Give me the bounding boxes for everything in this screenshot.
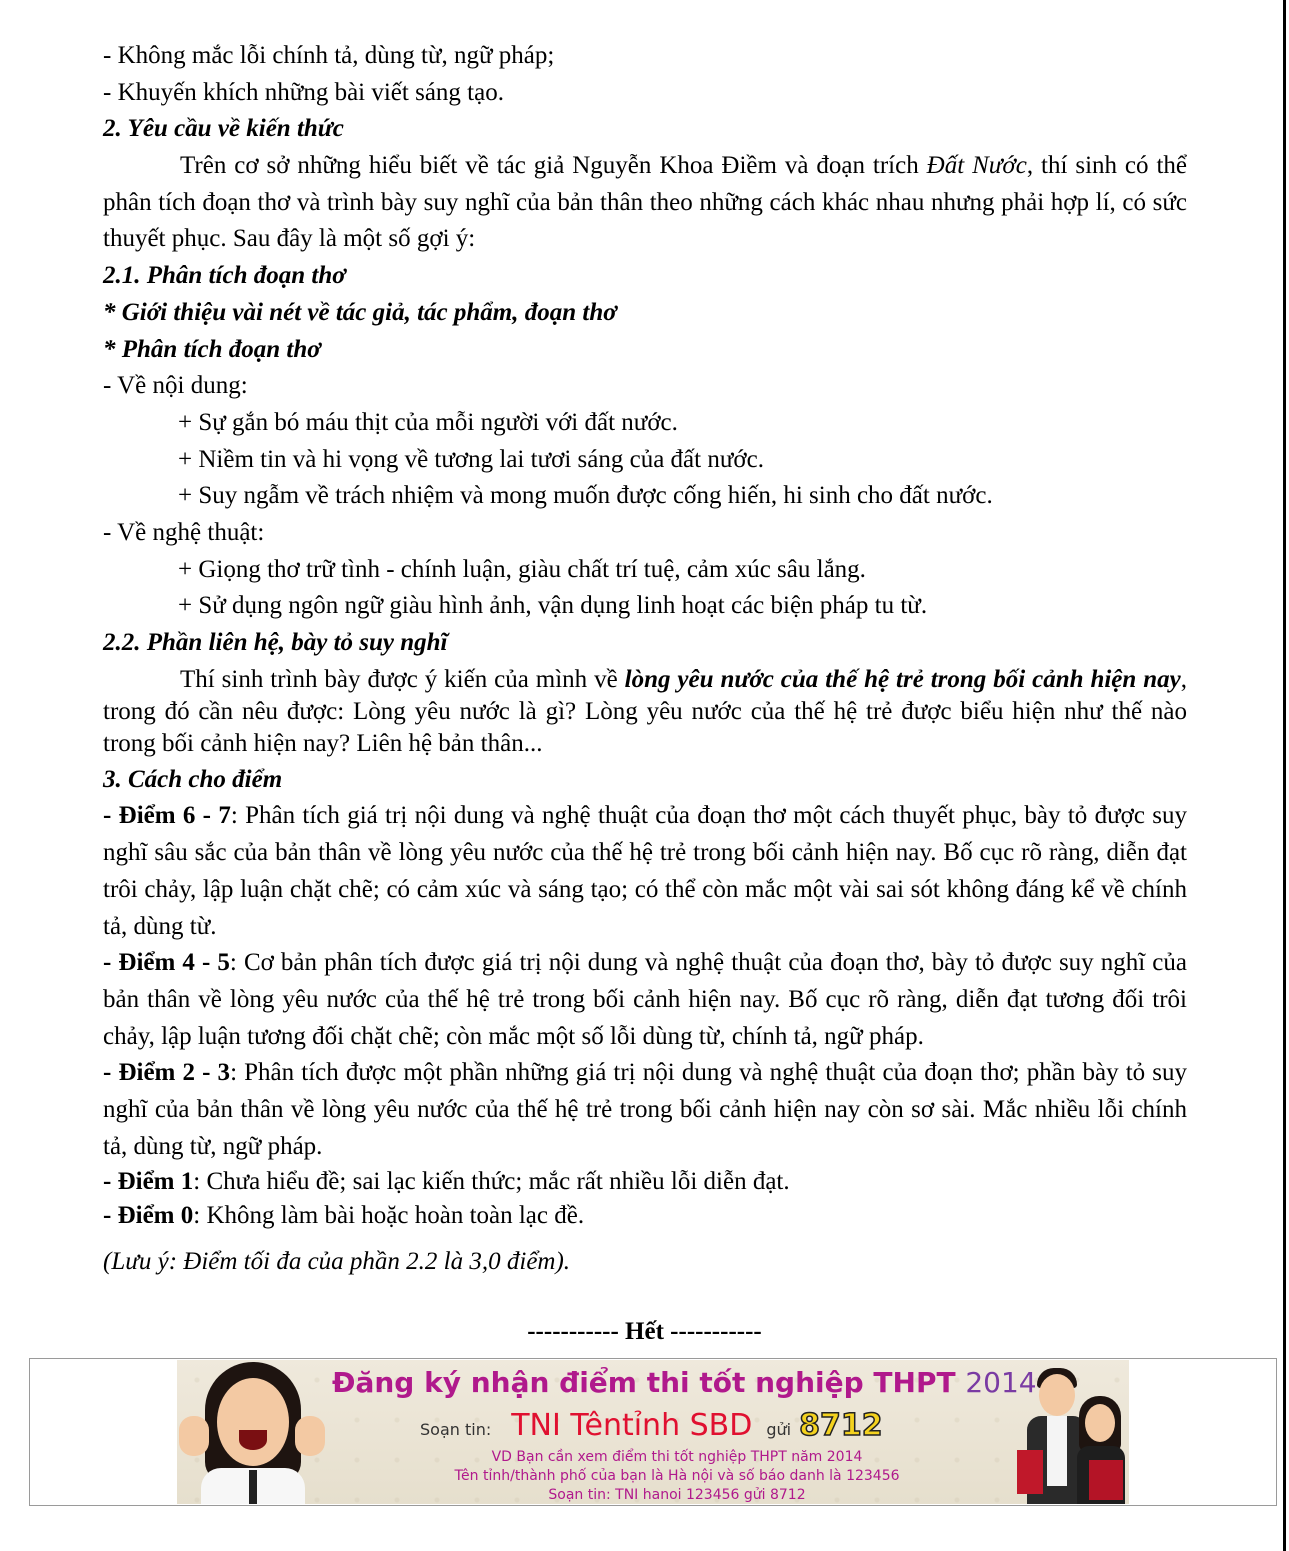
content-item-3: + Suy ngẫm về trách nhiệm và mong muốn được cống hiến, hi sinh cho đất nước. bbox=[178, 482, 993, 510]
criteria-line-1: - Không mắc lỗi chính tả, dùng từ, ngữ pháp; bbox=[103, 42, 555, 69]
note-text: (Lưu ý: Điểm tối đa của phần 2.2 là 3,0 điểm). bbox=[103, 1248, 571, 1276]
art-item-1: + Giọng thơ trữ tình - chính luận, giàu chất trí tuệ, cảm xúc sâu lắng. bbox=[178, 555, 866, 583]
sms-banner[interactable] bbox=[177, 1360, 1129, 1504]
reflection-text-1: Thí sinh trình bày được ý kiến của mình về bbox=[180, 665, 625, 693]
score-item bbox=[103, 1165, 1187, 1199]
reflection-text-2: , trong đó cần nêu được: Lòng yêu nước là gì? Lòng yêu nước của thế hệ trẻ được biểu hiện như thế nào trong bối cảnh hiện nay? Liên hệ bản thân... bbox=[103, 665, 1187, 757]
score-item bbox=[103, 945, 1187, 1055]
intro-text-2: , thí sinh có thể phân tích đoạn thơ và trình bày suy nghĩ của bản thân theo những cách khác nhau nhưng phải hợp lí, có sức thuyết phục. Sau đây là một số gợi ý: bbox=[103, 152, 1187, 253]
content-item-2: + Niềm tin và hi vọng về tương lai tươi sáng của đất nước. bbox=[178, 445, 764, 473]
score-label: - Điểm 6 - 7 bbox=[103, 802, 231, 830]
score-label: - Điểm 2 - 3 bbox=[103, 1059, 231, 1087]
score-item bbox=[103, 798, 1187, 945]
intro-paragraph bbox=[103, 148, 1187, 258]
score-label: - Điểm 0 bbox=[103, 1202, 194, 1230]
score-text: : Cơ bản phân tích được giá trị nội dung và nghệ thuật của đoạn thơ, bày tỏ được suy nghĩ của bản thân về lòng yêu nước của thế hệ trẻ trong bối cảnh hiện nay. Bố cục rõ ràng, diễn đạt tương đối trôi chảy, lập luận tương đối chặt chẽ; còn mắc một số lỗi dùng từ, chính tả, ngữ pháp. bbox=[103, 949, 1187, 1050]
heading-2-2: 2.2. Phần liên hệ, bày tỏ suy nghĩ bbox=[103, 629, 448, 657]
students-illustration bbox=[1003, 1360, 1129, 1504]
sms-code: TNI Têntỉnh SBD bbox=[511, 1408, 753, 1443]
heading-scoring: 3. Cách cho điểm bbox=[103, 765, 283, 793]
score-text: : Không làm bài hoặc hoàn toàn lạc đề. bbox=[193, 1202, 585, 1230]
document-page bbox=[103, 38, 1187, 1280]
banner-year: 2014 bbox=[965, 1366, 1037, 1399]
sms-label: Soạn tin: bbox=[420, 1420, 492, 1439]
sms-send-label: gửi bbox=[766, 1420, 792, 1439]
score-item bbox=[103, 1199, 1187, 1233]
score-item bbox=[103, 1055, 1187, 1165]
score-label: - Điểm 4 - 5 bbox=[103, 949, 230, 977]
girl-illustration bbox=[177, 1360, 327, 1504]
content-item-1: + Sự gắn bó máu thịt của mỗi người với đất nước. bbox=[178, 408, 678, 436]
work-title: Đất Nước bbox=[926, 152, 1027, 180]
banner-info-line-2: Tên tỉnh/thành phố của bạn là Hà nội và số báo danh là 123456 bbox=[454, 1468, 900, 1484]
banner-title-text: Đăng ký nhận điểm thi tốt nghiệp THPT bbox=[332, 1366, 956, 1399]
criteria-line-2: - Khuyến khích những bài viết sáng tạo. bbox=[103, 78, 504, 106]
score-text: : Phân tích được một phần những giá trị nội dung và nghệ thuật của đoạn thơ; phần bày tỏ suy nghĩ của bản thân về lòng yêu nước của thế hệ trẻ trong bối cảnh hiện nay còn sơ sài. Mắc nhiều lỗi chính tả, dùng từ, ngữ pháp. bbox=[103, 1059, 1187, 1160]
content-label: - Về nội dung: bbox=[103, 372, 248, 400]
reflection-paragraph bbox=[103, 664, 1187, 760]
art-item-2: + Sử dụng ngôn ngữ giàu hình ảnh, vận dụng linh hoạt các biện pháp tu từ. bbox=[178, 592, 928, 620]
heading-2-1: 2.1. Phân tích đoạn thơ bbox=[103, 262, 346, 290]
intro-text-1: Trên cơ sở những hiểu biết về tác giả Nguyễn Khoa Điềm và đoạn trích bbox=[180, 152, 927, 180]
score-label: - Điểm 1 bbox=[103, 1168, 194, 1196]
banner-sms-line bbox=[420, 1408, 883, 1443]
banner-info-line-1: VD Bạn cần xem điểm thi tốt nghiệp THPT năm 2014 bbox=[491, 1449, 863, 1465]
banner-info bbox=[377, 1448, 977, 1504]
art-label: - Về nghệ thuật: bbox=[103, 518, 265, 546]
reflection-topic: lòng yêu nước của thế hệ trẻ trong bối cảnh hiện nay bbox=[624, 665, 1181, 693]
end-marker: ----------- Hết ----------- bbox=[527, 1318, 762, 1345]
banner-info-line-3: Soạn tin: TNI hanoi 123456 gửi 8712 bbox=[548, 1487, 806, 1503]
heading-introduction: * Giới thiệu vài nét về tác giả, tác phẩm, đoạn thơ bbox=[103, 298, 617, 326]
sms-number: 8712 bbox=[799, 1408, 883, 1443]
banner-title bbox=[332, 1366, 1037, 1399]
score-text: : Phân tích giá trị nội dung và nghệ thuật của đoạn thơ một cách thuyết phục, bày tỏ được suy nghĩ sâu sắc của bản thân về lòng yêu nước của thế hệ trẻ trong bối cảnh hiện nay. Bố cục rõ ràng, diễn đạt trôi chảy, lập luận chặt chẽ; có cảm xúc và sáng tạo; có thể còn mắc một vài sai sót không đáng kể về chính tả, dùng từ. bbox=[103, 802, 1187, 940]
heading-analysis: * Phân tích đoạn thơ bbox=[103, 335, 321, 363]
heading-knowledge: 2. Yêu cầu về kiến thức bbox=[103, 115, 344, 143]
score-text: : Chưa hiểu đề; sai lạc kiến thức; mắc rất nhiều lỗi diễn đạt. bbox=[193, 1168, 790, 1196]
